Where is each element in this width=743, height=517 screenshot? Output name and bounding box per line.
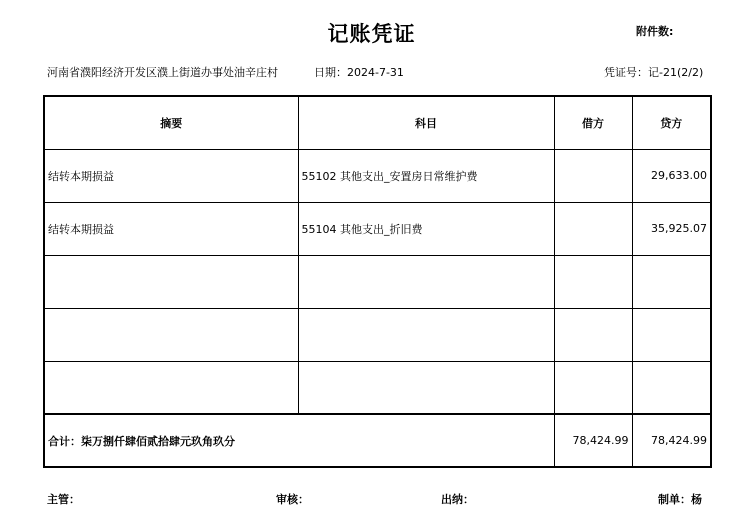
unit-name: 河南省濮阳经济开发区濮上街道办事处油辛庄村 bbox=[47, 66, 278, 79]
row-account: 55104 其他支出_折旧费 bbox=[298, 202, 554, 255]
row-account bbox=[298, 308, 554, 361]
row-credit bbox=[632, 308, 711, 361]
row-summary bbox=[44, 308, 298, 361]
row-debit bbox=[554, 255, 632, 308]
row-credit: 35,925.07 bbox=[632, 202, 711, 255]
page-title: 记账凭证 bbox=[327, 22, 416, 46]
row-debit bbox=[554, 308, 632, 361]
row-summary: 结转本期损益 bbox=[44, 202, 298, 255]
table-row bbox=[44, 361, 711, 414]
row-summary bbox=[44, 255, 298, 308]
row-credit: 29,633.00 bbox=[632, 149, 711, 202]
voucher-table bbox=[43, 95, 712, 468]
supervisor-label: 主管： bbox=[47, 493, 80, 506]
voucher-number-label: 凭证号： bbox=[604, 66, 648, 79]
row-summary bbox=[44, 361, 298, 414]
date-value: 2024-7-31 bbox=[347, 66, 404, 79]
row-debit bbox=[554, 202, 632, 255]
row-summary: 结转本期损益 bbox=[44, 149, 298, 202]
total-row bbox=[44, 414, 711, 467]
header-account: 科目 bbox=[298, 96, 554, 149]
attachments-label: 附件数: bbox=[636, 25, 674, 38]
row-credit bbox=[632, 361, 711, 414]
table-row bbox=[44, 149, 711, 202]
row-account bbox=[298, 255, 554, 308]
table-row bbox=[44, 308, 711, 361]
total-label: 合计：柒万捌仟肆佰贰拾肆元玖角玖分 bbox=[44, 414, 554, 467]
row-debit bbox=[554, 361, 632, 414]
total-debit: 78,424.99 bbox=[554, 414, 632, 467]
table-header-row bbox=[44, 96, 711, 149]
voucher-number-value: 记-21(2/2) bbox=[648, 66, 704, 79]
header-summary: 摘要 bbox=[44, 96, 298, 149]
preparer-label: 制单：杨 bbox=[658, 493, 702, 506]
reviewer-label: 审核： bbox=[276, 493, 309, 506]
voucher-number bbox=[604, 64, 703, 80]
row-credit bbox=[632, 255, 711, 308]
voucher-date bbox=[314, 64, 404, 80]
header-debit: 借方 bbox=[554, 96, 632, 149]
row-debit bbox=[554, 149, 632, 202]
total-credit: 78,424.99 bbox=[632, 414, 711, 467]
row-account: 55102 其他支出_安置房日常维护费 bbox=[298, 149, 554, 202]
date-label: 日期： bbox=[314, 66, 347, 79]
table-row bbox=[44, 202, 711, 255]
table-row bbox=[44, 255, 711, 308]
header-credit: 贷方 bbox=[632, 96, 711, 149]
row-account bbox=[298, 361, 554, 414]
cashier-label: 出纳： bbox=[441, 493, 474, 506]
